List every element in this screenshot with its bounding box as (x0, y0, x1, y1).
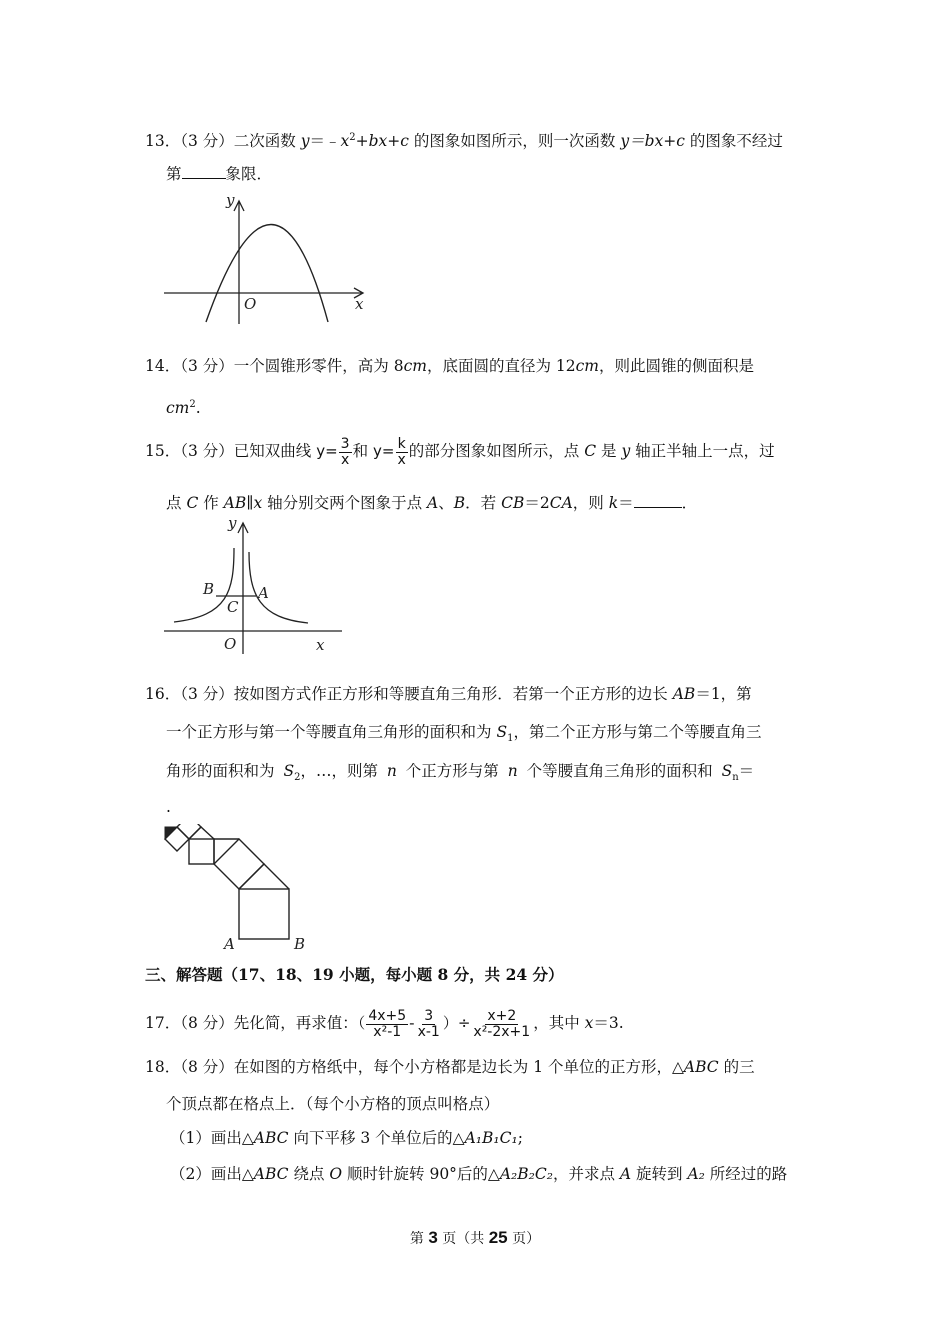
q16-line1: 16．（3 分）按如图方式作正方形和等腰直角三角形．若第一个正方形的边长 AB＝1，第 (145, 685, 752, 703)
q14-line1: 14．（3 分）一个圆锥形零件，高为 8cm，底面圆的直径为 12cm，则此圆锥的侧面积是 (145, 357, 755, 375)
q15-graph-point-b: B (203, 580, 215, 598)
q15-hyperbola-graph (160, 516, 360, 656)
q13-graph-origin-label: O (244, 295, 257, 313)
q15-score: （3 分） (180, 442, 234, 460)
q15-graph-origin-label: O (224, 635, 237, 653)
section-3-heading: 三、解答题（17、18、19 小题，每小题 8 分，共 24 分） (145, 965, 564, 984)
q15-line2: 点 C 作 AB∥x 轴分别交两个图象于点 A、B．若 CB＝2CA，则 k＝ ． (166, 494, 698, 512)
q18-line2: 个顶点都在格点上．（每个小方格的顶点叫格点） (166, 1095, 500, 1113)
fraction-k-over-x: $\frac{k}{x}$ (397, 435, 406, 468)
total-page-count: 25 (488, 1228, 508, 1247)
q16-score: （3 分） (180, 685, 234, 703)
q16-figure-point-a: A (224, 935, 235, 953)
q13-graph-y-label: y (226, 192, 235, 209)
fraction-4x5-over-x2-1: $\frac{4x+5}{\text{x²-1}}$ (368, 1007, 407, 1040)
q13-line2: 第 象限． (166, 165, 273, 183)
page-footer: 第 3 页（共 25 页） (409, 1228, 541, 1247)
q18-number: 18． (145, 1058, 181, 1076)
q17-score: （8 分） (180, 1014, 234, 1032)
q18-part1: （1）画出△ABC 向下平移 3 个单位后的△A₁B₁C₁; (170, 1129, 523, 1147)
fraction-3-over-x: $\frac{3}{x}$ (340, 435, 350, 468)
q16-line2: 一个正方形与第一个等腰直角三角形的面积和为 $S_1$，第二个正方形与第二个等腰直角三 (166, 723, 762, 745)
q15-graph-y-label: y (228, 516, 237, 532)
q14-line2: $cm^2$. (166, 399, 201, 418)
q16-number: 16． (145, 685, 181, 703)
q14-score: （3 分） (180, 357, 234, 375)
q15-graph-point-a: A (258, 584, 269, 602)
q15-line1: 15．（3 分）已知双曲线 y= $\frac{3}{x}$ 和 y= $\frac{k}{x}$ 的部分图象如图所示，点 C 是 y 轴正半轴上一点，过 (145, 435, 775, 468)
q16-squares-triangles-figure (158, 824, 328, 954)
q13-graph-x-label: x (355, 295, 364, 313)
q13-number: 13． (145, 132, 181, 151)
q16-figure-point-b: B (294, 935, 306, 953)
q14-number: 14． (145, 357, 181, 375)
current-page-number: 3 (428, 1228, 438, 1247)
q17-number: 17． (145, 1014, 181, 1032)
q16-line4: . (166, 798, 171, 816)
q18-score: （8 分） (180, 1058, 234, 1076)
q18-part2: （2）画出△ABC 绕点 O 顺时针旋转 90°后的△A₂B₂C₂，并求点 A 旋转到 A₂ 所经过的路 (170, 1165, 788, 1183)
q15-graph-x-label: x (316, 636, 325, 654)
q16-line3: 角形的面积和为 $S_2$，…，则第 n 个正方形与第 n 个等腰直角三角形的面积和 $S_n=$ (166, 762, 755, 784)
q13-parabola-graph (160, 192, 380, 327)
q13-line1: 13．（3 分）二次函数 $y=﹣x^2+bx+c$ 的图象如图所示，则一次函数 y＝bx+c 的图象不经过 (145, 132, 783, 151)
answer-blank (634, 493, 682, 508)
q15-graph-point-c: C (227, 598, 239, 616)
q17-line1: 17．（8 分）先化简，再求值：（ $\frac{4x+5}{\text{x²-1}}$ - $\frac{3}{x-1}$ ）÷ $\frac{x+2}{\text{x²-2x+1}}$ ，其中 x＝3. (145, 1007, 624, 1040)
fraction-x2-over-x2-2x1: $\frac{x+2}{\text{x²-2x+1}}$ (473, 1007, 531, 1040)
q13-score: （3 分） (180, 132, 234, 151)
answer-blank (182, 164, 226, 179)
q15-number: 15． (145, 442, 181, 460)
q18-line1: 18．（8 分）在如图的方格纸中，每个小方格都是边长为 1 个单位的正方形，△ABC 的三 (145, 1058, 755, 1076)
fraction-3-over-x-1: $\frac{3}{x-1}$ (417, 1007, 440, 1040)
